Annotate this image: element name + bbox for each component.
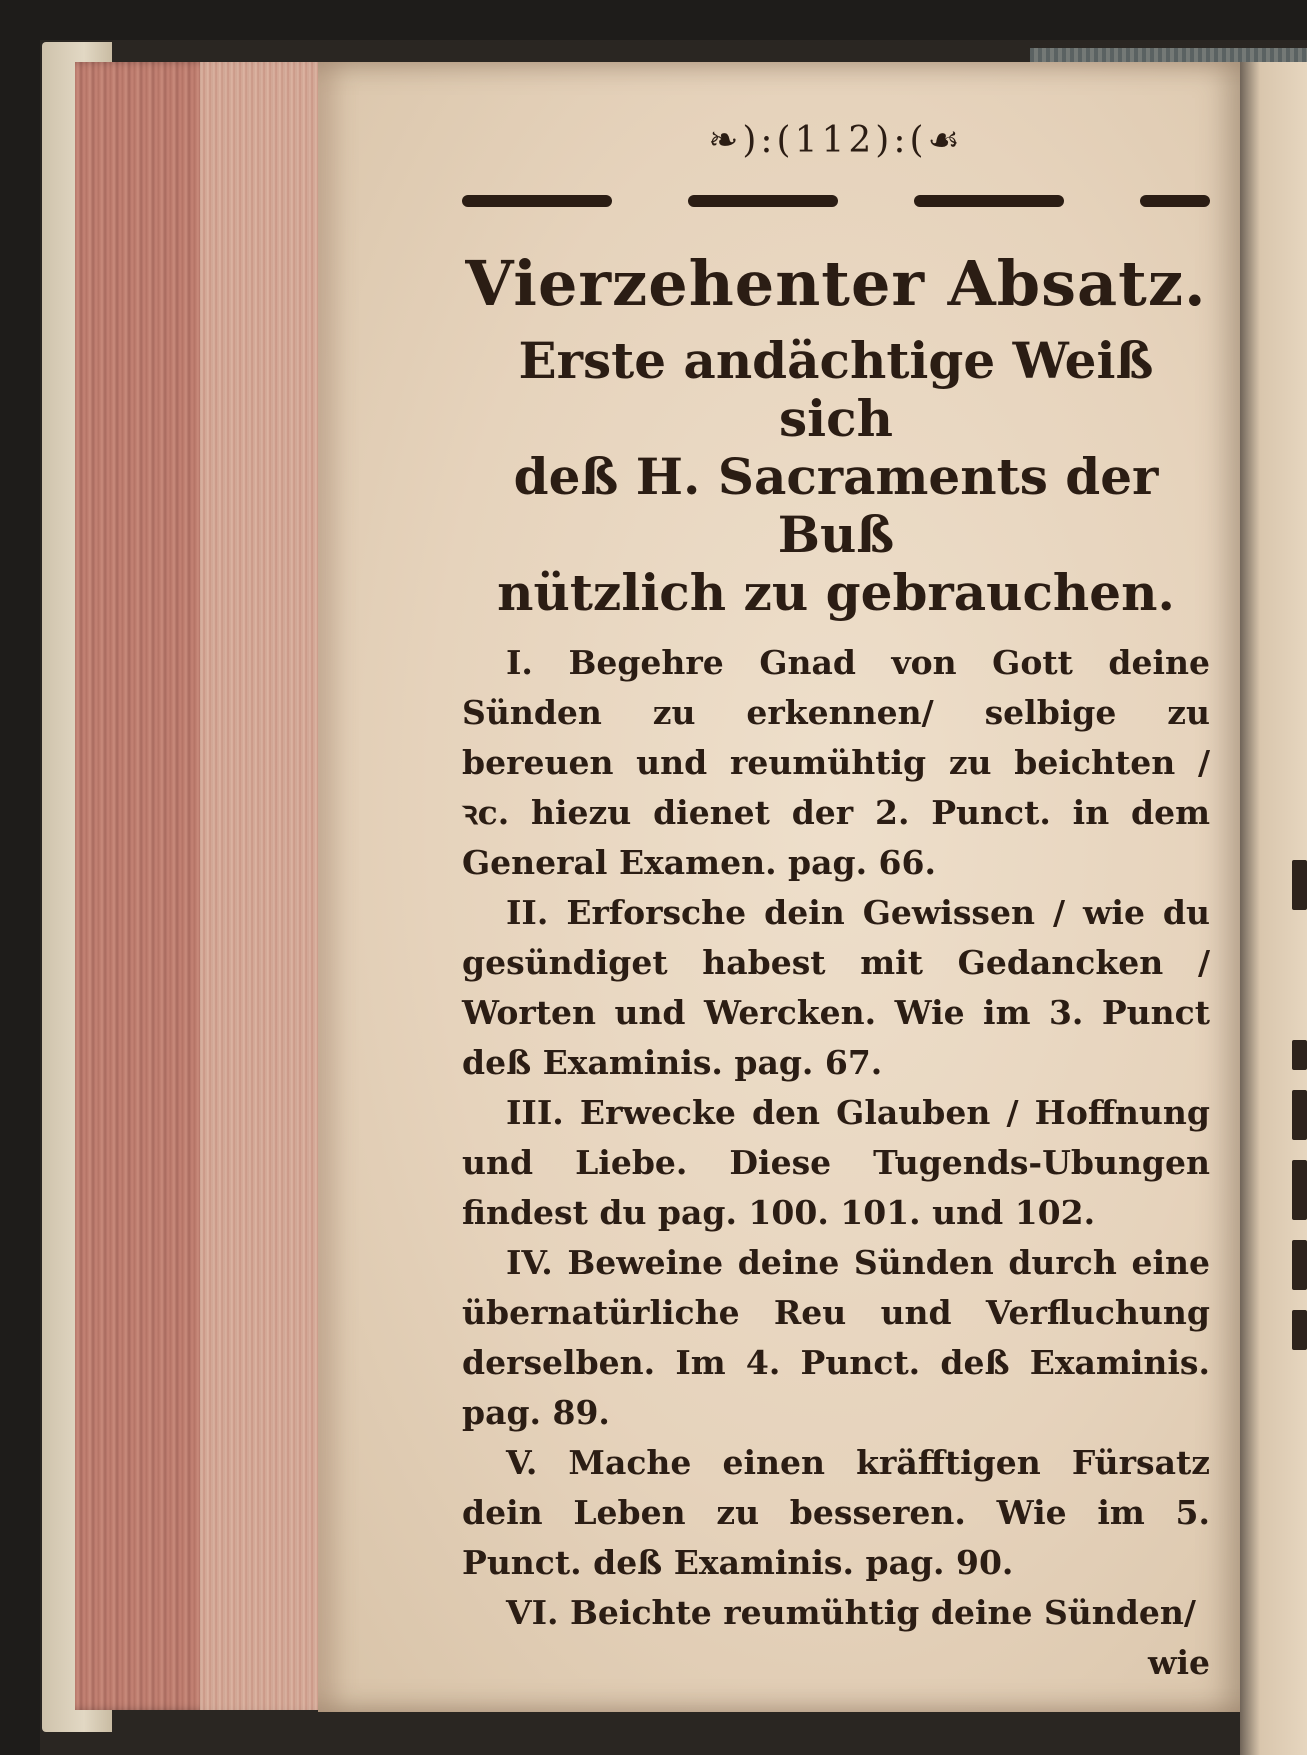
page-text-block	[462, 120, 1210, 1688]
ornament-divider	[462, 181, 1210, 221]
paragraph-1: I. Begehre Gnad von Gott deine Sünden zu erkennen/ selbige zu bereuen und reumühtig zu beichten / ꝛc. hiezu dienet der 2. Punct. in dem General Examen. pag. 66.	[462, 643, 1210, 882]
page-number: ❧):(112):(☙	[708, 120, 964, 161]
section-title: Vierzehenter Absatz.	[465, 247, 1207, 320]
catchword: wie	[1148, 1643, 1210, 1682]
paragraph-5: V. Mache einen kräfftigen Fürsatz dein Leben zu besseren. Wie im 5. Punct. deß Examinis. pag. 90.	[462, 1443, 1210, 1582]
paragraph-3: III. Erwecke den Glauben / Hoffnung und Liebe. Diese Tugends-Ubungen findest du pag. 100. 101. und 102.	[462, 1093, 1210, 1232]
subtitle-line: deß H. Sacraments der Buß	[513, 447, 1159, 564]
paragraph-6: VI. Beichte reumühtig deine Sünden/	[506, 1593, 1196, 1632]
paragraph-2: II. Erforsche dein Gewissen / wie du gesündiget habest mit Gedancken / Worten und Wercken. Wie im 3. Punct deß Examinis. pag. 67.	[462, 893, 1210, 1082]
paragraph-4: IV. Beweine deine Sünden durch eine übernatürliche Reu und Verfluchung derselben. Im 4. Punct. deß Examinis. pag. 89.	[462, 1243, 1210, 1432]
page-fore-edge-highlight	[200, 62, 330, 1710]
section-subtitle	[462, 332, 1210, 622]
subtitle-line: nützlich zu gebrauchen.	[497, 563, 1175, 622]
subtitle-line: Erste andächtige Weiß sich	[518, 331, 1154, 448]
